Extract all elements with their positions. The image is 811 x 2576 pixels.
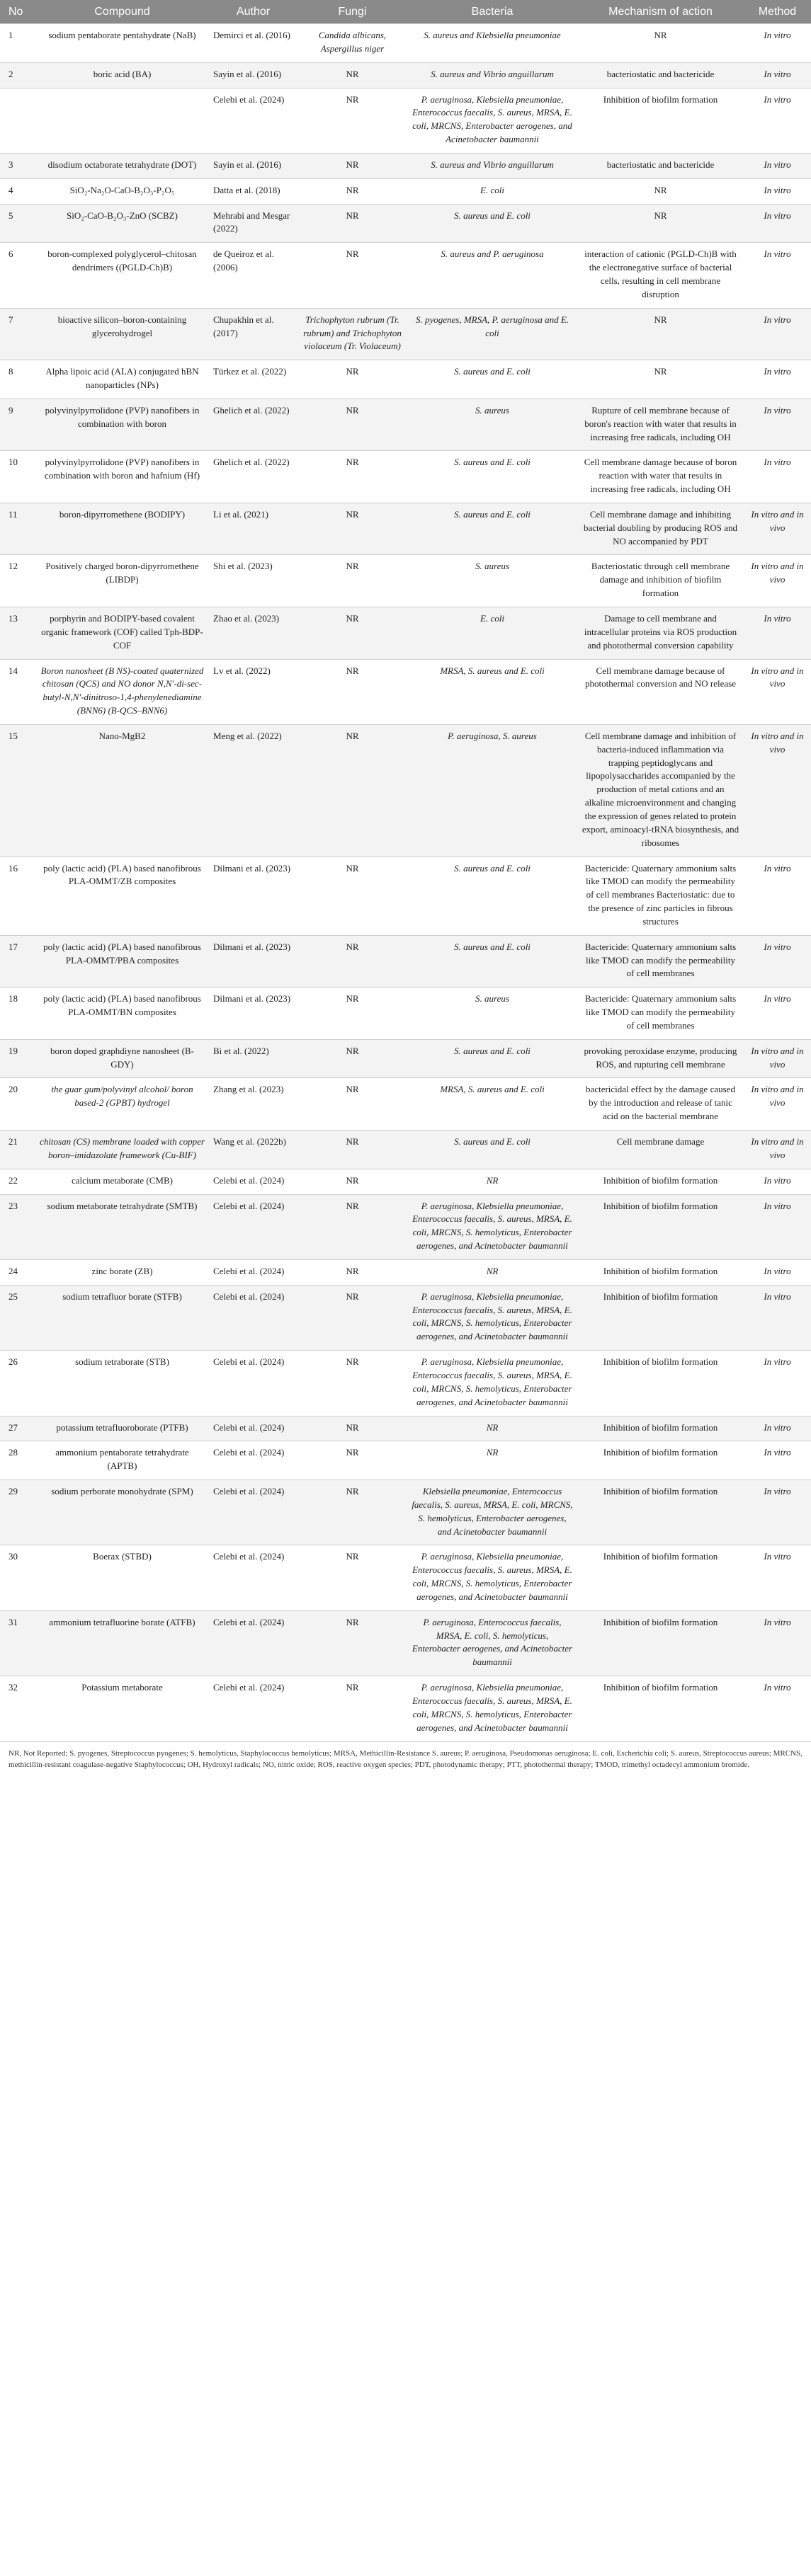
cell-no: 30 bbox=[0, 1545, 35, 1610]
cell-no: 26 bbox=[0, 1351, 35, 1416]
header-author: Author bbox=[209, 0, 297, 24]
cell-compound: ammonium pentaborate tetrahydrate (APTB) bbox=[35, 1441, 209, 1480]
cell-mechanism: Bactericide: Quaternary ammonium salts like TMOD can modify the permeability of cell membranes Bacteriostatic: due to the presence of zinc particles in fibrous structures bbox=[577, 857, 744, 935]
table-row bbox=[0, 724, 811, 857]
cell-author: Dilmani et al. (2023) bbox=[209, 857, 297, 935]
cell-mechanism: Bacteriostatic through cell membrane damage and inhibition of biofilm formation bbox=[577, 555, 744, 607]
table-row bbox=[0, 1416, 811, 1441]
cell-fungi: NR bbox=[297, 1480, 407, 1545]
cell-no: 32 bbox=[0, 1676, 35, 1741]
cell-mechanism: Inhibition of biofilm formation bbox=[577, 88, 744, 153]
table-row bbox=[0, 1169, 811, 1194]
cell-method: In vitro bbox=[744, 1259, 811, 1285]
cell-fungi: NR bbox=[297, 1676, 407, 1741]
cell-method: In vitro bbox=[744, 988, 811, 1040]
cell-method: In vitro bbox=[744, 1416, 811, 1441]
cell-compound: SiO₂-CaO-B₂O₃-ZnO (SCBZ) bbox=[35, 204, 209, 243]
cell-bacteria: S. pyogenes, MRSA, P. aeruginosa and E. coli bbox=[407, 308, 577, 360]
cell-mechanism: Cell membrane damage bbox=[577, 1130, 744, 1169]
cell-bacteria: S. aureus and Klebsiella pneumoniae bbox=[407, 24, 577, 63]
table-row bbox=[0, 1480, 811, 1545]
cell-compound: Boerax (STBD) bbox=[35, 1545, 209, 1610]
cell-method: In vitro bbox=[744, 1194, 811, 1259]
cell-bacteria: S. aureus bbox=[407, 555, 577, 607]
cell-author: Demirci et al. (2016) bbox=[209, 24, 297, 63]
cell-author: Celebi et al. (2024) bbox=[209, 1169, 297, 1194]
cell-method: In vitro bbox=[744, 1285, 811, 1350]
cell-compound: SiO₂-Na₂O-CaO-B₂O₃-P₂O₅ bbox=[35, 178, 209, 204]
cell-mechanism: Cell membrane damage and inhibition of bacteria-induced inflammation via trapping peptidoglycans and lipopolysaccharides accompanied by the production of metal cations and an alkaline microenvironment and changing the expression of genes related to protein export, aminoacyl-tRNA biosynthesis, and ribosomes bbox=[577, 724, 744, 857]
cell-compound: sodium tetrafluor borate (STFB) bbox=[35, 1285, 209, 1350]
cell-no: 8 bbox=[0, 360, 35, 399]
cell-author: Meng et al. (2022) bbox=[209, 724, 297, 857]
cell-method: In vitro bbox=[744, 857, 811, 935]
cell-no: 19 bbox=[0, 1039, 35, 1078]
cell-bacteria: S. aureus and E. coli bbox=[407, 1130, 577, 1169]
cell-method: In vitro bbox=[744, 1169, 811, 1194]
cell-no: 23 bbox=[0, 1194, 35, 1259]
cell-bacteria: P. aeruginosa, Klebsiella pneumoniae, Enterococcus faecalis, S. aureus, MRSA, E. coli, MRCNS, S. hemolyticus, Enterobacter aerogenes, and Acinetobacter baumannii bbox=[407, 1285, 577, 1350]
cell-no: 17 bbox=[0, 935, 35, 988]
table-row bbox=[0, 607, 811, 660]
cell-mechanism: Bactericide: Quaternary ammonium salts like TMOD can modify the permeability of cell membranes bbox=[577, 935, 744, 988]
cell-no: 13 bbox=[0, 607, 35, 660]
cell-bacteria: S. aureus and E. coli bbox=[407, 503, 577, 555]
cell-mechanism: bacteriostatic and bactericide bbox=[577, 62, 744, 88]
cell-compound: ammonium tetrafluorine borate (ATFB) bbox=[35, 1610, 209, 1676]
header-fungi: Fungi bbox=[297, 0, 407, 24]
table-row bbox=[0, 1194, 811, 1259]
cell-fungi: NR bbox=[297, 1351, 407, 1416]
cell-author: Sayin et al. (2016) bbox=[209, 62, 297, 88]
cell-fungi: NR bbox=[297, 153, 407, 178]
cell-bacteria: E. coli bbox=[407, 178, 577, 204]
cell-method: In vitro bbox=[744, 1480, 811, 1545]
header-mechanism: Mechanism of action bbox=[577, 0, 744, 24]
cell-author: Wang et al. (2022b) bbox=[209, 1130, 297, 1169]
cell-fungi: NR bbox=[297, 1441, 407, 1480]
cell-no: 15 bbox=[0, 724, 35, 857]
cell-fungi: NR bbox=[297, 1416, 407, 1441]
cell-mechanism: Rupture of cell membrane because of boron's reaction with water that results in increasing free radicals, including OH bbox=[577, 399, 744, 451]
cell-bacteria: NR bbox=[407, 1259, 577, 1285]
cell-no: 11 bbox=[0, 503, 35, 555]
cell-fungi: NR bbox=[297, 1285, 407, 1350]
cell-author: Li et al. (2021) bbox=[209, 503, 297, 555]
cell-bacteria: MRSA, S. aureus and E. coli bbox=[407, 1078, 577, 1130]
table-row bbox=[0, 1285, 811, 1350]
cell-compound: the guar gum/polyvinyl alcohol/ boron based-2 (GPBT) hydrogel bbox=[35, 1078, 209, 1130]
cell-bacteria: NR bbox=[407, 1441, 577, 1480]
cell-no: 5 bbox=[0, 204, 35, 243]
cell-fungi: NR bbox=[297, 451, 407, 503]
cell-no: 9 bbox=[0, 399, 35, 451]
cell-author: Celebi et al. (2024) bbox=[209, 1545, 297, 1610]
cell-author: Celebi et al. (2024) bbox=[209, 88, 297, 153]
cell-mechanism: Cell membrane damage because of photothermal conversion and NO release bbox=[577, 659, 744, 724]
cell-no: 3 bbox=[0, 153, 35, 178]
cell-method: In vitro bbox=[744, 1545, 811, 1610]
cell-fungi: NR bbox=[297, 399, 407, 451]
cell-method: In vitro bbox=[744, 178, 811, 204]
cell-author: Chupakhin et al. (2017) bbox=[209, 308, 297, 360]
cell-compound: poly (lactic acid) (PLA) based nanofibrous PLA-OMMT/PBA composites bbox=[35, 935, 209, 988]
cell-method: In vitro and in vivo bbox=[744, 1039, 811, 1078]
table-row bbox=[0, 555, 811, 607]
cell-mechanism: Damage to cell membrane and intracellular proteins via ROS production and photothermal conversion capability bbox=[577, 607, 744, 660]
cell-fungi: NR bbox=[297, 62, 407, 88]
cell-fungi: NR bbox=[297, 88, 407, 153]
header-method: Method bbox=[744, 0, 811, 24]
cell-fungi: NR bbox=[297, 607, 407, 660]
table-row bbox=[0, 857, 811, 935]
cell-mechanism: Inhibition of biofilm formation bbox=[577, 1545, 744, 1610]
cell-bacteria: P. aeruginosa, Klebsiella pneumoniae, Enterococcus faecalis, S. aureus, MRSA, E. coli, MRCNS, S. hemolyticus, Enterobacter aerogenes, and Acinetobacter baumannii bbox=[407, 1545, 577, 1610]
cell-author: Lv et al. (2022) bbox=[209, 659, 297, 724]
cell-no: 27 bbox=[0, 1416, 35, 1441]
cell-method: In vitro and in vivo bbox=[744, 555, 811, 607]
cell-fungi: NR bbox=[297, 659, 407, 724]
cell-bacteria: P. aeruginosa, Klebsiella pneumoniae, Enterococcus faecalis, S. aureus, MRSA, E. coli, MRCNS, S. hemolyticus, Enterobacter aerogenes, and Acinetobacter baumannii bbox=[407, 1194, 577, 1259]
cell-compound: boric acid (BA) bbox=[35, 62, 209, 88]
table-row bbox=[0, 935, 811, 988]
cell-no: 21 bbox=[0, 1130, 35, 1169]
header-no: No bbox=[0, 0, 35, 24]
cell-method: In vitro bbox=[744, 1676, 811, 1741]
cell-author: Datta et al. (2018) bbox=[209, 178, 297, 204]
cell-method: In vitro bbox=[744, 360, 811, 399]
cell-author: Bi et al. (2022) bbox=[209, 1039, 297, 1078]
cell-fungi: NR bbox=[297, 988, 407, 1040]
cell-compound: boron-dipyrromethene (BODIPY) bbox=[35, 503, 209, 555]
table-row bbox=[0, 1676, 811, 1741]
cell-bacteria: S. aureus and E. coli bbox=[407, 1039, 577, 1078]
cell-author: Zhao et al. (2023) bbox=[209, 607, 297, 660]
cell-fungi: Trichophyton rubrum (Tr. rubrum) and Trichophyton violaceum (Tr. Violaceum) bbox=[297, 308, 407, 360]
cell-method: In vitro and in vivo bbox=[744, 1130, 811, 1169]
cell-method: In vitro bbox=[744, 935, 811, 988]
cell-compound: polyvinylpyrrolidone (PVP) nanofibers in combination with boron bbox=[35, 399, 209, 451]
cell-mechanism: Cell membrane damage because of boron reaction with water that results in increasing free radicals, including OH bbox=[577, 451, 744, 503]
cell-bacteria: NR bbox=[407, 1169, 577, 1194]
cell-author: Celebi et al. (2024) bbox=[209, 1194, 297, 1259]
cell-fungi: Candida albicans, Aspergillus niger bbox=[297, 24, 407, 63]
table-body bbox=[0, 24, 811, 1741]
cell-method: In vitro and in vivo bbox=[744, 659, 811, 724]
cell-bacteria: MRSA, S. aureus and E. coli bbox=[407, 659, 577, 724]
cell-compound: bioactive silicon–boron-containing glycerohydrogel bbox=[35, 308, 209, 360]
table-row bbox=[0, 204, 811, 243]
cell-author: Ghelich et al. (2022) bbox=[209, 399, 297, 451]
cell-fungi: NR bbox=[297, 178, 407, 204]
cell-bacteria: S. aureus and E. coli bbox=[407, 935, 577, 988]
cell-bacteria: S. aureus and E. coli bbox=[407, 204, 577, 243]
cell-compound: zinc borate (ZB) bbox=[35, 1259, 209, 1285]
cell-bacteria: S. aureus and Vibrio anguillarum bbox=[407, 153, 577, 178]
table-row bbox=[0, 1039, 811, 1078]
cell-bacteria: P. aeruginosa, S. aureus bbox=[407, 724, 577, 857]
cell-no: 12 bbox=[0, 555, 35, 607]
table-row bbox=[0, 243, 811, 308]
cell-mechanism: NR bbox=[577, 178, 744, 204]
table-row bbox=[0, 1259, 811, 1285]
cell-method: In vitro and in vivo bbox=[744, 1078, 811, 1130]
cell-mechanism: Inhibition of biofilm formation bbox=[577, 1480, 744, 1545]
cell-bacteria: P. aeruginosa, Klebsiella pneumoniae, Enterococcus faecalis, S. aureus, MRSA, E. coli, MRCNS, S. hemolyticus, Enterobacter aerogenes, and Acinetobacter baumannii bbox=[407, 1351, 577, 1416]
cell-fungi: NR bbox=[297, 1130, 407, 1169]
header-bacteria: Bacteria bbox=[407, 0, 577, 24]
cell-mechanism: Inhibition of biofilm formation bbox=[577, 1351, 744, 1416]
table-row bbox=[0, 1130, 811, 1169]
cell-fungi: NR bbox=[297, 724, 407, 857]
cell-compound: Boron nanosheet (B NS)-coated quaternized chitosan (QCS) and NO donor N,N'-di-sec-butyl-N,N'-dinitroso-1,4-phenylenediamine (BNN6) (B-QCS–BNN6) bbox=[35, 659, 209, 724]
table-row bbox=[0, 659, 811, 724]
cell-fungi: NR bbox=[297, 857, 407, 935]
table-row bbox=[0, 308, 811, 360]
cell-method: In vitro bbox=[744, 1610, 811, 1676]
cell-author: Zhang et al. (2023) bbox=[209, 1078, 297, 1130]
cell-compound: poly (lactic acid) (PLA) based nanofibrous PLA-OMMT/BN composites bbox=[35, 988, 209, 1040]
cell-method: In vitro bbox=[744, 153, 811, 178]
cell-bacteria: P. aeruginosa, Klebsiella pneumoniae, Enterococcus faecalis, S. aureus, MRSA, E. coli, MRCNS, S. hemolyticus, Enterobacter aerogenes, and Acinetobacter baumannii bbox=[407, 1676, 577, 1741]
cell-no: 29 bbox=[0, 1480, 35, 1545]
cell-author: Celebi et al. (2024) bbox=[209, 1676, 297, 1741]
cell-method: In vitro bbox=[744, 243, 811, 308]
cell-fungi: NR bbox=[297, 1078, 407, 1130]
cell-mechanism: Inhibition of biofilm formation bbox=[577, 1416, 744, 1441]
cell-method: In vitro bbox=[744, 88, 811, 153]
cell-fungi: NR bbox=[297, 935, 407, 988]
table-row bbox=[0, 503, 811, 555]
cell-author: Ghelich et al. (2022) bbox=[209, 451, 297, 503]
cell-fungi: NR bbox=[297, 1169, 407, 1194]
cell-no bbox=[0, 88, 35, 153]
table-row bbox=[0, 24, 811, 63]
cell-author: Shi et al. (2023) bbox=[209, 555, 297, 607]
cell-method: In vitro bbox=[744, 1351, 811, 1416]
table-row bbox=[0, 1545, 811, 1610]
cell-mechanism: NR bbox=[577, 204, 744, 243]
cell-author: Celebi et al. (2024) bbox=[209, 1259, 297, 1285]
cell-mechanism: NR bbox=[577, 360, 744, 399]
cell-mechanism: Bactericide: Quaternary ammonium salts like TMOD can modify the permeability of cell membranes bbox=[577, 988, 744, 1040]
cell-method: In vitro bbox=[744, 1441, 811, 1480]
cell-author: Sayin et al. (2016) bbox=[209, 153, 297, 178]
cell-fungi: NR bbox=[297, 1610, 407, 1676]
cell-bacteria: Klebsiella pneumoniae, Enterococcus faecalis, S. aureus, MRSA, E. coli, MRCNS, S. hemolyticus, Enterobacter aerogenes, and Acinetobacter baumannii bbox=[407, 1480, 577, 1545]
cell-mechanism: Inhibition of biofilm formation bbox=[577, 1285, 744, 1350]
cell-compound: sodium perborate monohydrate (SPM) bbox=[35, 1480, 209, 1545]
cell-mechanism: interaction of cationic (PGLD-Ch)B with the electronegative surface of bacterial cells, resulting in cell membrane disruption bbox=[577, 243, 744, 308]
cell-compound: calcium metaborate (CMB) bbox=[35, 1169, 209, 1194]
cell-no: 2 bbox=[0, 62, 35, 88]
cell-mechanism: bacteriostatic and bactericide bbox=[577, 153, 744, 178]
table-row bbox=[0, 153, 811, 178]
header-row bbox=[0, 0, 811, 24]
cell-fungi: NR bbox=[297, 555, 407, 607]
cell-fungi: NR bbox=[297, 1259, 407, 1285]
cell-author: Türkez et al. (2022) bbox=[209, 360, 297, 399]
cell-no: 6 bbox=[0, 243, 35, 308]
table-row bbox=[0, 1441, 811, 1480]
cell-no: 24 bbox=[0, 1259, 35, 1285]
cell-no: 4 bbox=[0, 178, 35, 204]
cell-fungi: NR bbox=[297, 204, 407, 243]
table-row bbox=[0, 360, 811, 399]
cell-bacteria: S. aureus and Vibrio anguillarum bbox=[407, 62, 577, 88]
cell-author: Celebi et al. (2024) bbox=[209, 1285, 297, 1350]
cell-compound: Positively charged boron-dipyrromethene (LIBDP) bbox=[35, 555, 209, 607]
cell-compound: sodium tetraborate (STB) bbox=[35, 1351, 209, 1416]
cell-no: 1 bbox=[0, 24, 35, 63]
table-row bbox=[0, 178, 811, 204]
cell-bacteria: S. aureus and E. coli bbox=[407, 857, 577, 935]
cell-compound: disodium octaborate tetrahydrate (DOT) bbox=[35, 153, 209, 178]
table-row bbox=[0, 1610, 811, 1676]
cell-author: Celebi et al. (2024) bbox=[209, 1480, 297, 1545]
table-row bbox=[0, 1078, 811, 1130]
cell-compound: poly (lactic acid) (PLA) based nanofibrous PLA-OMMT/ZB composites bbox=[35, 857, 209, 935]
table-row bbox=[0, 399, 811, 451]
cell-compound: Nano-MgB2 bbox=[35, 724, 209, 857]
cell-no: 16 bbox=[0, 857, 35, 935]
cell-mechanism: Inhibition of biofilm formation bbox=[577, 1259, 744, 1285]
cell-mechanism: Cell membrane damage and inhibiting bacterial doubling by producing ROS and NO accompanied by PDT bbox=[577, 503, 744, 555]
cell-author: Celebi et al. (2024) bbox=[209, 1351, 297, 1416]
cell-method: In vitro and in vivo bbox=[744, 724, 811, 857]
cell-bacteria: S. aureus bbox=[407, 988, 577, 1040]
cell-no: 25 bbox=[0, 1285, 35, 1350]
cell-author: Dilmani et al. (2023) bbox=[209, 935, 297, 988]
cell-method: In vitro bbox=[744, 24, 811, 63]
cell-method: In vitro bbox=[744, 308, 811, 360]
cell-fungi: NR bbox=[297, 503, 407, 555]
header-compound: Compound bbox=[35, 0, 209, 24]
cell-author: Dilmani et al. (2023) bbox=[209, 988, 297, 1040]
cell-bacteria: P. aeruginosa, Klebsiella pneumoniae, Enterococcus faecalis, S. aureus, MRSA, E. coli, MRCNS, Enterobacter aerogenes, and Acinetobacter baumannii bbox=[407, 88, 577, 153]
cell-method: In vitro and in vivo bbox=[744, 503, 811, 555]
cell-mechanism: Inhibition of biofilm formation bbox=[577, 1610, 744, 1676]
cell-no: 10 bbox=[0, 451, 35, 503]
cell-compound: polyvinylpyrrolidone (PVP) nanofibers in combination with boron and hafnium (Hf) bbox=[35, 451, 209, 503]
cell-no: 28 bbox=[0, 1441, 35, 1480]
cell-bacteria: S. aureus and P. aeruginosa bbox=[407, 243, 577, 308]
footnote: NR, Not Reported; S. pyogenes, Streptococcus pyogenes; S. hemolyticus, Staphylococcus hemolyticus; MRSA, Methicillin-Resistance S. aureus; P. aeruginosa, Pseudomonas aeruginosa; E. coli, Escherichia coli; S. aureus, Streptococcus aureus; MRCNS, methicillin-resistant coagulase-negative Staphylococcus; OH, Hydroxyl radicals; NO, nitric oxide; ROS, reactive oxygen species; PDT, photodynamic therapy; PTT, photothermal therapy; TMOD, trimethyl octadecyl ammonium bromide. bbox=[0, 1741, 811, 1777]
cell-no: 18 bbox=[0, 988, 35, 1040]
cell-bacteria: E. coli bbox=[407, 607, 577, 660]
cell-method: In vitro bbox=[744, 451, 811, 503]
cell-fungi: NR bbox=[297, 243, 407, 308]
cell-compound bbox=[35, 88, 209, 153]
table-row bbox=[0, 62, 811, 88]
cell-compound: sodium metaborate tetrahydrate (SMTB) bbox=[35, 1194, 209, 1259]
cell-bacteria: NR bbox=[407, 1416, 577, 1441]
cell-method: In vitro bbox=[744, 62, 811, 88]
cell-fungi: NR bbox=[297, 1039, 407, 1078]
cell-compound: Potassium metaborate bbox=[35, 1676, 209, 1741]
cell-compound: boron doped graphdiyne nanosheet (B-GDY) bbox=[35, 1039, 209, 1078]
cell-compound: porphyrin and BODIPY-based covalent organic framework (COF) called Tph-BDP-COF bbox=[35, 607, 209, 660]
cell-mechanism: provoking peroxidase enzyme, producing ROS, and rupturing cell membrane bbox=[577, 1039, 744, 1078]
cell-compound: sodium pentaborate pentahydrate (NaB) bbox=[35, 24, 209, 63]
cell-compound: chitosan (CS) membrane loaded with copper boron–imidazolate framework (Cu-BIF) bbox=[35, 1130, 209, 1169]
cell-bacteria: S. aureus bbox=[407, 399, 577, 451]
cell-mechanism: Inhibition of biofilm formation bbox=[577, 1441, 744, 1480]
cell-author: Celebi et al. (2024) bbox=[209, 1610, 297, 1676]
cell-fungi: NR bbox=[297, 1194, 407, 1259]
cell-mechanism: Inhibition of biofilm formation bbox=[577, 1194, 744, 1259]
cell-compound: Alpha lipoic acid (ALA) conjugated hBN nanoparticles (NPs) bbox=[35, 360, 209, 399]
cell-no: 31 bbox=[0, 1610, 35, 1676]
cell-author: Mehrabi and Mesgar (2022) bbox=[209, 204, 297, 243]
cell-author: de Queiroz et al. (2006) bbox=[209, 243, 297, 308]
cell-fungi: NR bbox=[297, 1545, 407, 1610]
cell-mechanism: NR bbox=[577, 24, 744, 63]
cell-compound: potassium tetrafluoroborate (PTFB) bbox=[35, 1416, 209, 1441]
cell-no: 7 bbox=[0, 308, 35, 360]
cell-bacteria: P. aeruginosa, Enterococcus faecalis, MRSA, E. coli, S. hemolyticus, Enterobacter aerogenes, and Acinetobacter baumannii bbox=[407, 1610, 577, 1676]
cell-mechanism: Inhibition of biofilm formation bbox=[577, 1169, 744, 1194]
cell-mechanism: bactericidal effect by the damage caused by the introduction and release of tanic acid on the bacterial membrane bbox=[577, 1078, 744, 1130]
cell-bacteria: S. aureus and E. coli bbox=[407, 360, 577, 399]
cell-method: In vitro bbox=[744, 607, 811, 660]
cell-author: Celebi et al. (2024) bbox=[209, 1416, 297, 1441]
cell-no: 14 bbox=[0, 659, 35, 724]
cell-fungi: NR bbox=[297, 360, 407, 399]
table-row bbox=[0, 88, 811, 153]
cell-mechanism: Inhibition of biofilm formation bbox=[577, 1676, 744, 1741]
table-row bbox=[0, 988, 811, 1040]
cell-mechanism: NR bbox=[577, 308, 744, 360]
cell-bacteria: S. aureus and E. coli bbox=[407, 451, 577, 503]
cell-compound: boron-complexed polyglycerol–chitosan dendrimers ((PGLD-Ch)B) bbox=[35, 243, 209, 308]
cell-no: 20 bbox=[0, 1078, 35, 1130]
cell-author: Celebi et al. (2024) bbox=[209, 1441, 297, 1480]
cell-method: In vitro bbox=[744, 204, 811, 243]
table-row bbox=[0, 1351, 811, 1416]
table-row bbox=[0, 451, 811, 503]
cell-no: 22 bbox=[0, 1169, 35, 1194]
cell-method: In vitro bbox=[744, 399, 811, 451]
